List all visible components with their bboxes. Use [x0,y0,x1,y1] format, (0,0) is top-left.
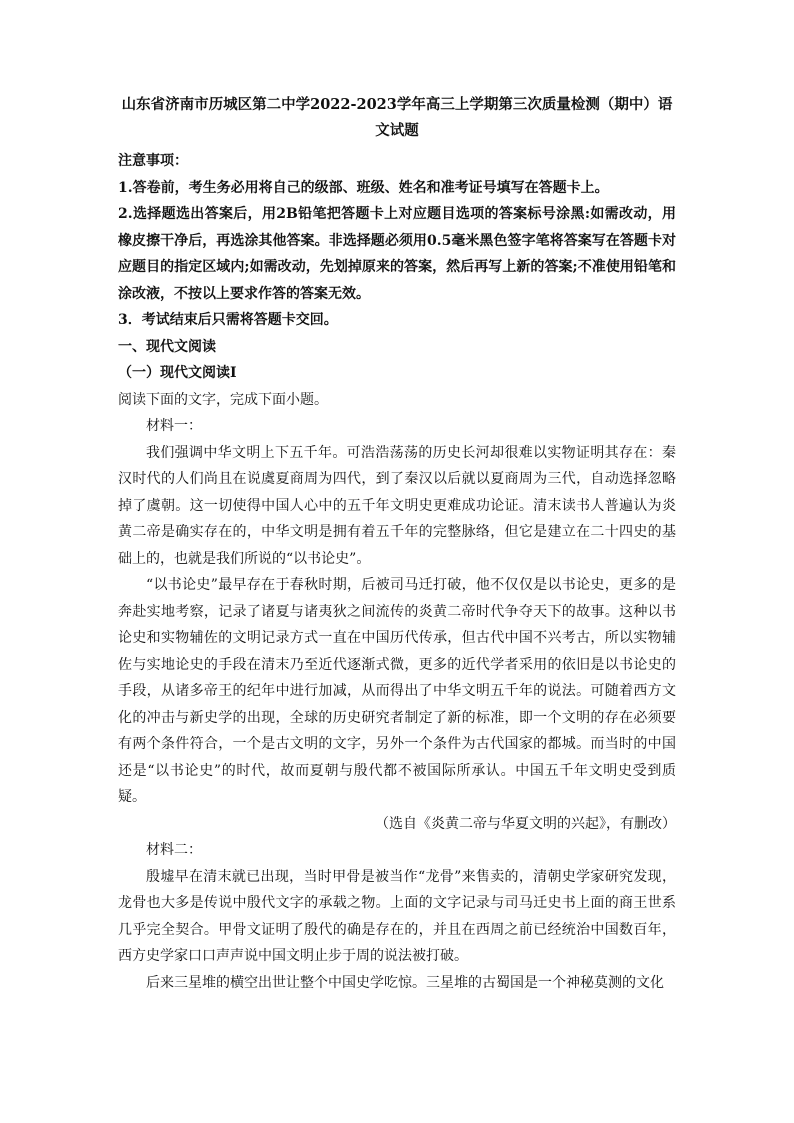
note-item-2: 2.选择题选出答案后，用2B铅笔把答题卡上对应题目选项的答案标号涂黑:如需改动，用橡皮擦干净后，再选涂其他答案。非选择题必须用0.5毫米黑色签字笔将答案写在答题卡对应题目的指定区域内;如需改动，先划掉原来的答案，然后再写上新的答案;不准使用铅笔和涂改液，不按以上要求作答的答案无效。 [118,206,676,302]
page-title: 山东省济南市历城区第二中学2022-2023学年高三上学期第三次质量检测（期中）语文试题 [121,96,673,139]
material2-label: 材料二： [146,842,202,858]
material2-paragraph-2: 后来三星堆的横空出世让整个中国史学吃惊。三星堆的古蜀国是一个神秘莫测的文化 [146,974,664,991]
notes-heading: 注意事项： [118,153,188,169]
subsection-heading: （一）现代文阅读Ⅰ [118,365,237,381]
instruction-text: 阅读下面的文字，完成下面小题。 [118,391,328,408]
material1-source: （选自《炎黄二帝与华夏文明的兴起》，有删改） [375,815,676,832]
material2-paragraph-1: 殷墟早在清末就已出现，当时甲骨是被当作“龙骨”来售卖的，清朝史学家研究发现，龙骨也大多是传说中殷代文字的承载之物。上面的文字记录与司马迁史书上面的商王世系几乎完全契合。甲骨文证明了殷代的确是存在的，并且在西周之前已经统治中国数百年，西方史学家口口声声说中国文明止步于周的说法被打破。 [118,868,676,964]
note-item-1: 1.答卷前，考生务必用将自己的级部、班级、姓名和准考证号填写在答题卡上。 [118,179,609,196]
section-heading: 一、现代文阅读 [118,338,216,355]
material1-label: 材料一： [146,418,202,434]
note-item-3: 3．考试结束后只需将答题卡交回。 [118,312,338,328]
material1-paragraph-1: 我们强调中华文明上下五千年。可浩浩荡荡的历史长河却很难以实物证明其存在：秦汉时代的人们尚且在说虞夏商周为四代，到了秦汉以后就以夏商周为三代，自动选择忽略掉了虞朝。这一切使得中国人心中的五千年文明史更难成功论证。清末读书人普遍认为炎黄二帝是确实存在的，中华文明是拥有着五千年的完整脉络，但它是建立在二十四史的基础上的，也就是我们所说的“以书论史”。 [118,444,676,567]
material1-paragraph-2: “以书论史”最早存在于春秋时期，后被司马迁打破，他不仅仅是以书论史，更多的是奔赴实地考察，记录了诸夏与诸夷狄之间流传的炎黄二帝时代争夺天下的故事。这种以书论史和实物辅佐的文明记录方式一直在中国历代传承，但古代中国不兴考古，所以实物辅佐与实地论史的手段在清末乃至近代逐渐式微，更多的近代学者采用的依旧是以书论史的手段，从诸多帝王的纪年中进行加减，从而得出了中华文明五千年的说法。可随着西方文化的冲击与新史学的出现，全球的历史研究者制定了新的标准，即一个文明的存在必须要有两个条件符合，一个是古文明的文字，另外一个条件为古代国家的都城。而当时的中国还是“以书论史”的时代，故而夏朝与殷代都不被国际所承认。中国五千年文明史受到质疑。 [118,577,676,805]
document-body [118,92,676,996]
